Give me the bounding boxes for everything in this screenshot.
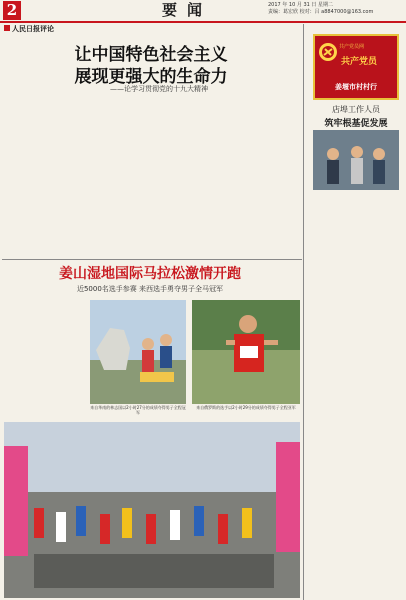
party-emblem-icon [318,42,338,62]
sidebar-subtitle: 筑牢根基促发展 [324,119,388,129]
issue-editor: 责编：葛宏欣 校对：吕 a8847000@163.com [268,9,374,15]
section-tag-marker [4,25,10,31]
photo-finish-statue-caption: 来自华南的林志国以2小时27分的成绩夺得男子全程冠军 [90,405,186,415]
sidebar-body [311,196,401,596]
sidebar [305,24,404,600]
badge-caption: 姜堰市村村行 [335,83,377,91]
article2-headline: 姜山湿地国际马拉松激情开跑 [59,266,241,282]
section-tag [4,25,54,34]
column-rule [303,24,304,600]
sidebar-title: 店埠工作人员 [332,105,380,114]
masthead-rule [0,21,406,23]
sidebar-badge [313,34,399,100]
photo-runner-caption: 来自俄罗斯的选手以2小时29分的成绩夺得男子全程亚军 [196,405,296,410]
article2-body [6,302,82,422]
photo-finish-statue [90,300,186,404]
issue-date: 2017 年 10 月 31 日 星期二 [268,2,333,8]
article1-body-col3 [202,100,298,260]
article1-headline-line2: 展现更强大的生命力 [74,67,228,87]
photo-marathon-crowd [4,422,300,598]
sidebar-photo [313,130,399,190]
article1-headline-line1: 让中国特色社会主义 [74,45,228,65]
issue-meta [268,2,373,16]
section-tag-label: 人民日报评论 [12,25,54,33]
masthead [0,0,406,22]
article-divider [2,259,302,260]
photo-runner [192,300,300,404]
badge-title: 共产党员 [341,57,378,67]
article1-body-col2 [104,100,196,260]
page-number: 2 [3,1,21,20]
article1-subhead: ——论学习贯彻党的十九大精神 [110,85,208,93]
badge-network: 共产党员网 [339,44,365,50]
article1-body-col1 [6,100,98,260]
edition-title: 要闻 [162,1,213,19]
article2-subhead: 近5000名选手参赛 来西选手勇夺男子全马冠军 [76,285,224,293]
